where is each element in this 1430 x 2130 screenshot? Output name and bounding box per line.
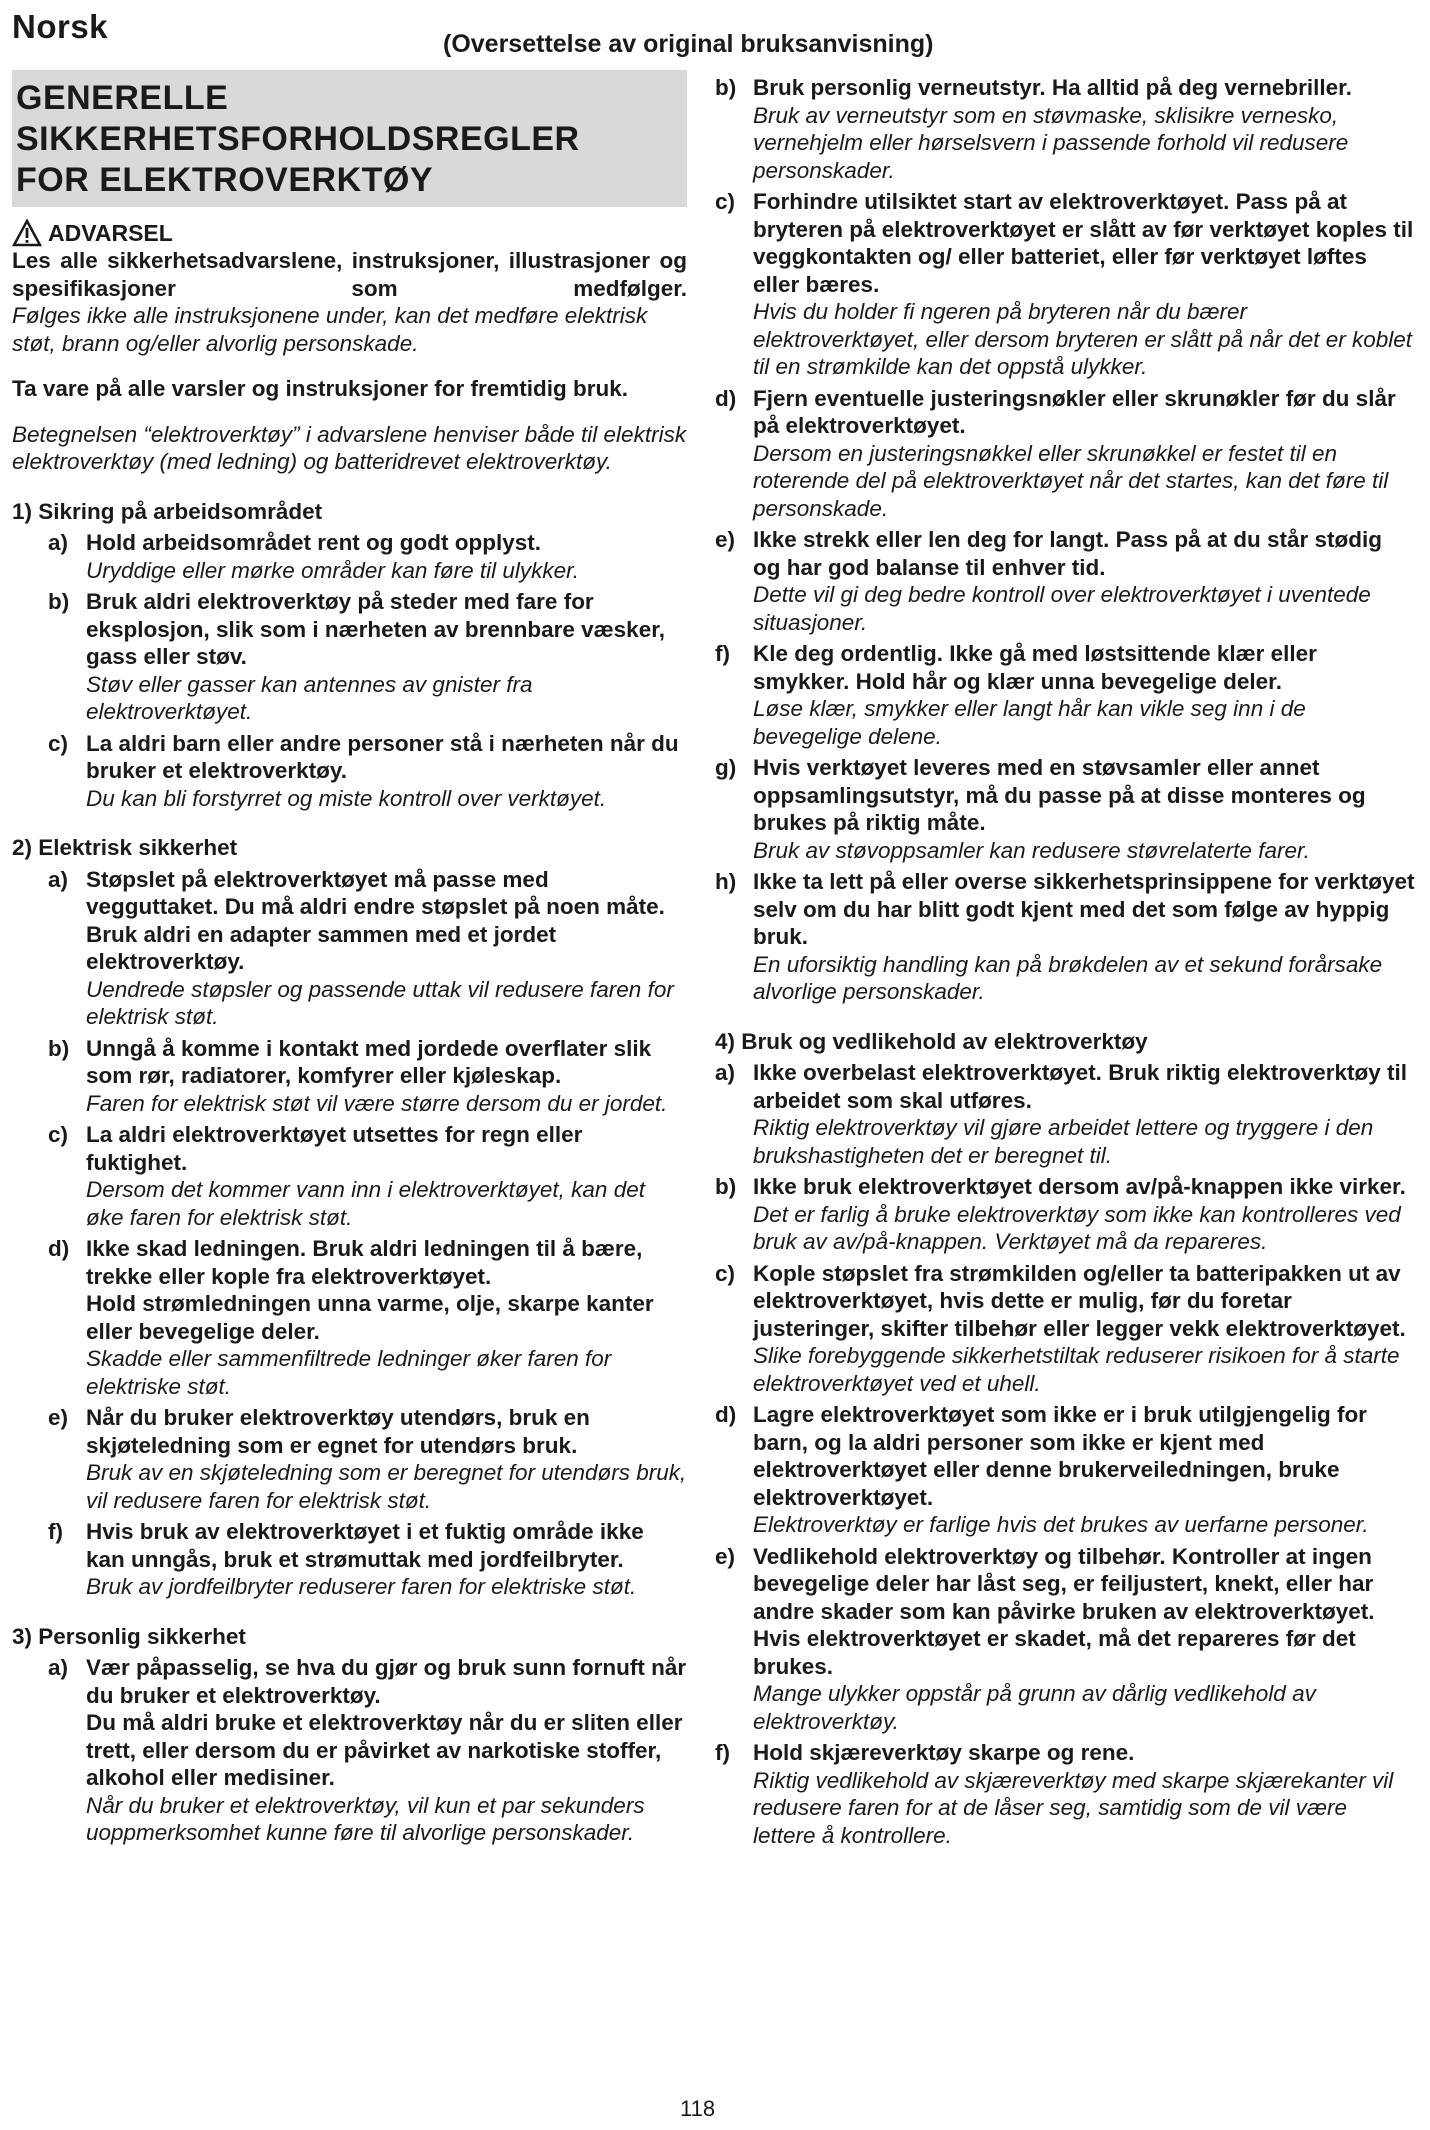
item-rule: Kle deg ordentlig. Ikke gå med løstsittende klær eller smykker. Hold hår og klær unna bevegelige deler. [753,641,1317,694]
item-label: d) [48,1236,70,1261]
list-item [715,1173,1415,1256]
list-item [12,1035,687,1118]
item-label: c) [715,1260,736,1286]
item-note: Bruk av en skjøteledning som er beregnet for utendørs bruk, vil redusere faren for elektrisk støt. [86,1460,687,1513]
item-label: b) [48,589,70,614]
item-label: b) [715,1174,737,1199]
item-rule: Vær påpasselig, se hva du gjør og bruk sunn fornuft når du bruker et elektroverktøy. [86,1655,687,1708]
item-label: e) [48,1405,69,1430]
list-item [715,385,1415,523]
item-note: Hvis du holder fi ngeren på bryteren når du bærer elektroverktøyet, eller dersom bryteren er slått på når det er koblet til en strømkilde kan det oppstå ulykker. [753,299,1413,379]
item-rule: Ikke ta lett på eller overse sikkerhetsprinsippene for verktøyet selv om du har blitt godt kjent med det som følge av hyppig bruk. [753,869,1415,949]
list-item [715,1401,1415,1539]
item-rule: Unngå å komme i kontakt med jordede overflater slik som rør, radiatorer, komfyrer eller kjøleskap. [86,1035,652,1088]
list-item [715,1260,1415,1398]
list-item [715,1543,1415,1736]
item-label: c) [48,730,69,756]
list-item [12,866,687,1031]
item-label: b) [48,1035,70,1061]
item-label: b) [715,75,737,100]
power-tool-definition: Betegnelsen “elektroverktøy” i advarslene henviser både til elektrisk elektroverktøy (med ledning) og batteridrevet elektroverktøy. [12,421,687,474]
intro-consequence: Følges ikke alle instruksjonene under, kan det medføre elektrisk støt, brann og/eller alvorlig personskade. [12,303,648,356]
list-item [12,588,687,726]
item-note: Du kan bli forstyrret og miste kontroll over verktøyet. [86,785,607,811]
warning-heading [12,219,687,247]
item-label: a) [48,530,69,555]
item-label: c) [48,1122,69,1147]
item-label: a) [48,1655,69,1680]
item-label: a) [715,1060,736,1085]
item-label: d) [715,1402,737,1427]
item-note: Riktig elektroverktøy vil gjøre arbeidet lettere og tryggere i den brukshastigheten det er beregnet til. [753,1115,1374,1168]
item-note: Når du bruker et elektroverktøy, vil kun et par sekunders uoppmerksomhet kunne føre til alvorlige personskader. [86,1792,645,1845]
list-item [12,1654,687,1847]
list-item [715,868,1415,1006]
item-note: Løse klær, smykker eller langt hår kan vikle seg inn i de bevegelige delene. [753,696,1306,749]
item-rule: Hvis bruk av elektroverktøyet i et fuktig område ikke kan unngås, bruk et strømuttak med jordfeilbryter. [86,1519,644,1572]
section-title-box [12,70,687,207]
list-item [715,74,1415,184]
title-line: SIKKERHETSFORHOLDSREGLER [16,120,580,158]
item-note: Uendrede støpsler og passende uttak vil redusere faren for elektrisk støt. [86,976,674,1029]
item-note: Skadde eller sammenfiltrede ledninger øker faren for elektriske støt. [86,1346,612,1399]
item-label: c) [715,189,736,214]
item-rule: Hold arbeidsområdet rent og godt opplyst. [86,530,542,555]
item-label: d) [715,385,737,411]
item-note: Bruk av jordfeilbryter reduserer faren for elektriske støt. [86,1574,637,1599]
item-rule-extra: Hold strømledningen unna varme, olje, skarpe kanter eller bevegelige deler. [86,1291,654,1344]
item-rule: La aldri barn eller andre personer stå i nærheten når du bruker et elektroverktøy. [86,730,679,783]
item-note: Mange ulykker oppstår på grunn av dårlig vedlikehold av elektroverktøy. [753,1681,1316,1734]
list-item [715,1059,1415,1169]
warning-label: ADVARSEL [48,219,173,246]
item-rule: Bruk aldri elektroverktøy på steder med fare for eksplosjon, slik som i nærheten av brennbare væsker, gass eller støv. [86,589,665,669]
item-rule: Ikke skad ledningen. Bruk aldri ledningen til å bære, trekke eller kople fra elektroverktøyet. [86,1236,643,1289]
list-item [715,754,1415,864]
item-rule: Hold skjæreverktøy skarpe og rene. [753,1740,1135,1765]
list-item [12,1121,687,1231]
section-heading: 1) Sikring på arbeidsområdet [12,498,323,524]
item-note: Bruk av støvoppsamler kan redusere støvrelaterte farer. [753,837,1310,863]
item-label: e) [715,1543,736,1569]
item-rule: Kople støpslet fra strømkilden og/eller ta batteripakken ut av elektroverktøyet, hvis dette er mulig, før du foretar justeringer, skifter tilbehør eller legger vekk elektroverktøyet. [753,1260,1406,1341]
list-item [715,526,1415,636]
item-rule: Når du bruker elektroverktøy utendørs, bruk en skjøteledning som er egnet for utendørs bruk. [86,1405,590,1458]
item-note: Slike forebyggende sikkerhetstiltak reduserer risikoen for å starte elektroverktøyet ved et uhell. [753,1343,1400,1396]
list-item [12,1518,687,1601]
item-rule: Hvis verktøyet leveres med en støvsamler eller annet oppsamlingsutstyr, må du passe på at disse monteres og brukes på riktig måte. [753,755,1366,835]
item-note: Bruk av verneutstyr som en støvmaske, sklisikre vernesko, vernehjelm eller hørselsvern i passende forhold vil redusere personskader. [753,102,1349,183]
item-label: e) [715,527,736,552]
item-note: Støv eller gasser kan antennes av gnister fra elektroverktøyet. [86,671,533,724]
list-item [12,1235,687,1400]
item-rule-extra: Du må aldri bruke et elektroverktøy når du er sliten eller trett, eller dersom du er påvirket av narkotiske stoffer, alkohol eller medisiner. [86,1710,683,1790]
item-rule: Bruk personlig verneutstyr. Ha alltid på deg vernebriller. [753,75,1352,100]
page-number: 118 [680,2096,716,2121]
item-note: Dette vil gi deg bedre kontroll over elektroverktøyet i uventede situasjoner. [753,582,1371,635]
item-note: Faren for elektrisk støt vil være større dersom du er jordet. [86,1090,668,1116]
item-rule: Ikke strekk eller len deg for langt. Pass på at du står stødig og har god balanse til enhver tid. [753,527,1382,580]
item-note: Dersom en justeringsnøkkel eller skrunøkkel er festet til en roterende del på elektroverktøyet når det startes, kan det føre til personskade. [753,440,1389,521]
list-item [715,1739,1415,1849]
item-label: f) [48,1519,63,1544]
item-label: a) [48,866,69,892]
section-heading: 3) Personlig sikkerhet [12,1623,246,1649]
left-column [12,70,687,1847]
section-heading: 2) Elektrisk sikkerhet [12,835,238,860]
section-heading: 4) Bruk og vedlikehold av elektroverktøy [715,1028,1148,1054]
item-label: h) [715,869,737,894]
item-note: Riktig vedlikehold av skjæreverktøy med skarpe skjærekanter vil redusere faren for at de låser seg, samtidig som de vil være lettere å kontrollere. [753,1767,1394,1848]
warning-triangle-icon [12,219,42,247]
list-item [715,640,1415,750]
right-column [715,70,1415,1849]
item-label: f) [715,641,730,666]
item-rule: Støpslet på elektroverktøyet må passe med vegguttaket. Du må aldri endre støpslet på noen måte. Bruk aldri en adapter sammen med et jordet elektroverktøy. [86,866,665,974]
item-rule: Ikke bruk elektroverktøyet dersom av/på-knappen ikke virker. [753,1174,1406,1199]
list-item [12,1404,687,1514]
item-label: g) [715,755,737,780]
item-rule: Forhindre utilsiktet start av elektroverktøyet. Pass på at bryteren på elektroverktøyet er slått av før verktøyet koples til veggkontakten og/ eller batteriet, eller før verktøyet løftes eller bæres. [753,189,1414,297]
list-item [12,730,687,813]
item-rule: La aldri elektroverktøyet utsettes for regn eller fuktighet. [86,1122,583,1175]
item-note: Uryddige eller mørke områder kan føre til ulykker. [86,557,580,583]
title-line: FOR ELEKTROVERKTØY [16,161,434,199]
list-item [12,529,687,584]
item-rule: Fjern eventuelle justeringsnøkler eller skrunøkler før du slår på elektroverktøyet. [753,385,1396,438]
title-line: GENERELLE [16,79,229,117]
translation-note: (Oversettelse av original bruksanvisning) [443,30,934,58]
language-label: Norsk [12,8,109,45]
keep-instructions: Ta vare på alle varsler og instruksjoner for fremtidig bruk. [12,376,629,401]
item-rule: Lagre elektroverktøyet som ikke er i bruk utilgjengelig for barn, og la aldri personer som ikke er kjent med elektroverktøyet eller denne brukerveiledningen, bruke elektroverktøyet. [753,1402,1367,1510]
item-rule: Vedlikehold elektroverktøy og tilbehør. Kontroller at ingen bevegelige deler har låst seg, er feiljustert, knekt, eller har andre skader som kan påvirke bruken av elektroverktøyet. Hvis elektroverktøyet er skadet, må det repareres før det brukes. [753,1543,1375,1679]
item-note: Elektroverktøy er farlige hvis det brukes av uerfarne personer. [753,1512,1369,1537]
item-label: f) [715,1740,730,1765]
list-item [715,188,1415,381]
item-note: En uforsiktig handling kan på brøkdelen av et sekund forårsake alvorlige personskader. [753,951,1383,1004]
item-rule: Ikke overbelast elektroverktøyet. Bruk riktig elektroverktøy til arbeidet som skal utføres. [753,1060,1408,1113]
item-note: Dersom det kommer vann inn i elektroverktøyet, kan det øke faren for elektrisk støt. [86,1177,645,1230]
intro-instructions: Les alle sikkerhetsadvarslene, instruksjoner, illustrasjoner og spesifikasjoner som medfølger. [12,248,687,301]
item-note: Det er farlig å bruke elektroverktøy som ikke kan kontrolleres ved bruk av av/på-knappen. Verktøyet må da repareres. [753,1201,1401,1254]
